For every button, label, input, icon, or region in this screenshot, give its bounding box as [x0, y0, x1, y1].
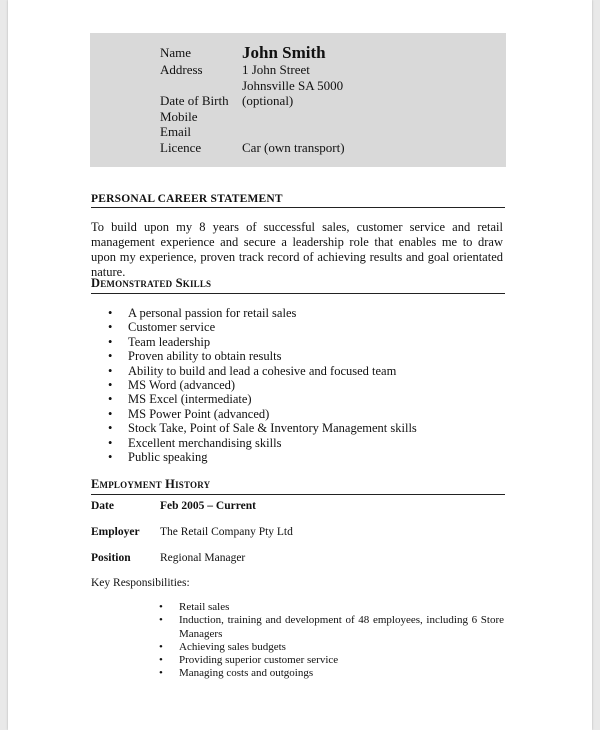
personal-details-box [90, 33, 506, 167]
address-line1: 1 John Street [242, 62, 310, 77]
list-item: • MS Word (advanced) [108, 378, 417, 392]
mobile-label: Mobile [160, 109, 198, 124]
date-label: Date [91, 500, 114, 512]
career-statement-text: To build upon my 8 years of successful sales, customer service and retail management experience and secure a leadership role that enables me to draw upon my experience, proven track record of achieving results and goal orientated nature. [91, 220, 503, 279]
employment-heading: Employment History [91, 477, 505, 495]
list-item: • MS Power Point (advanced) [108, 407, 417, 421]
licence-value: Car (own transport) [242, 140, 345, 155]
position-value: Regional Manager [160, 552, 246, 564]
list-item: • MS Excel (intermediate) [108, 392, 417, 406]
list-item: • A personal passion for retail sales [108, 306, 417, 320]
list-item: • Proven ability to obtain results [108, 349, 417, 363]
list-item: • Achieving sales budgets [159, 641, 504, 654]
list-item: • Stock Take, Point of Sale & Inventory Management skills [108, 421, 417, 435]
list-item: • Induction, training and development of 48 employees, including 6 Store Managers [159, 614, 504, 641]
dob-value: (optional) [242, 93, 294, 108]
career-statement-heading: PERSONAL CAREER STATEMENT [91, 193, 505, 208]
address-line2: Johnsville SA 5000 [242, 78, 344, 93]
employer-label: Employer [91, 526, 140, 538]
list-item: • Customer service [108, 320, 417, 334]
date-value: Feb 2005 – Current [160, 500, 256, 512]
name-label: Name [160, 45, 192, 60]
licence-label: Licence [160, 140, 202, 155]
resume-page [8, 0, 592, 730]
skills-heading: Demonstrated Skills [91, 276, 505, 294]
candidate-name: John Smith [242, 43, 326, 62]
skills-list [108, 306, 417, 464]
key-responsibilities-label: Key Responsibilities: [91, 577, 190, 589]
email-label: Email [160, 124, 192, 139]
employer-value: The Retail Company Pty Ltd [160, 526, 293, 538]
list-item: • Ability to build and lead a cohesive and focused team [108, 364, 417, 378]
list-item: • Team leadership [108, 335, 417, 349]
responsibilities-list [159, 601, 504, 681]
list-item: • Public speaking [108, 450, 417, 464]
position-label: Position [91, 552, 131, 564]
list-item: • Providing superior customer service [159, 654, 504, 667]
list-item: • Retail sales [159, 601, 504, 614]
dob-label: Date of Birth [160, 93, 229, 108]
list-item: • Managing costs and outgoings [159, 667, 504, 680]
address-label: Address [160, 62, 203, 77]
list-item: • Excellent merchandising skills [108, 436, 417, 450]
